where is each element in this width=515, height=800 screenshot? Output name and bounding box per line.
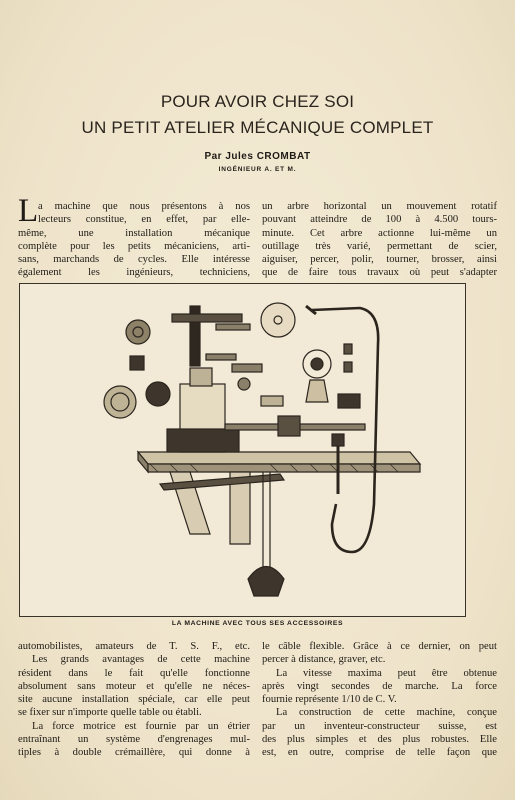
text-line: se fixer sur n'importe quelle table ou établi. [18,707,202,719]
text-line: minute. Cet arbre actionne lui-même un [262,227,497,239]
text-line: sans, marchands de cycles. Elle intéresse [18,254,250,266]
article-title-line-1: POUR AVOIR CHEZ SOI [160,92,355,111]
text-line: également les ingénieurs, techniciens, [18,267,250,279]
text-line: aiguiser, percer, polir, tourner, brosser, ainsi [262,254,497,266]
text-line: est, en outre, comprise de telle façon que [262,747,497,759]
article-title-line-2: UN PETIT ATELIER MÉCANIQUE COMPLET [81,118,434,137]
machine-drawing [20,284,465,616]
text-column-top-left [18,200,250,280]
drop-cap: L [18,193,39,229]
text-line: tiples à double crémaillère, qui donne à [18,747,250,759]
text-line: entraînant un système d'engrenages mul- [18,734,250,746]
article-byline: Par Jules CROMBAT [204,151,311,162]
text-line: a machine que nous présentons à nos [38,201,250,212]
text-column-bottom-right [262,640,497,760]
text-line: même, une installation mécanique [18,227,250,239]
text-line: absolument sans moteur et qu'elle ne néces- [18,680,250,692]
text-line: que de faire tous travaux où peut s'adapter [262,267,497,279]
text-line: La vitesse maxima peut être obtenue [276,667,497,679]
text-line: percer à distance, graver, etc. [262,654,386,666]
text-line: un arbre horizontal un mouvement rotatif [262,201,497,212]
text-line: le câble flexible. Grâce à ce dernier, on peut [262,641,497,652]
text-line: La construction de cette machine, conçue [276,707,497,719]
figure-caption: LA MACHINE AVEC TOUS SES ACCESSOIRES [171,620,344,627]
text-line: après vingt secondes de marche. La force [262,680,497,692]
text-line: Les grands avantages de cette machine [32,654,250,666]
text-line: site aucune installation spéciale, car elle peut [18,694,250,706]
text-line: La force motrice est fournie par un étrier [32,720,250,732]
text-line: fournie représente 1/10 de C. V. [262,694,397,706]
text-line: automobilistes, amateurs de T. S. F., etc. [18,641,250,652]
machine-illustration [19,283,466,617]
text-line: pouvant atteindre de 100 à 4.500 tours- [262,214,497,226]
text-line: complète pour les petits mécaniciens, arti- [18,240,250,252]
author-role: INGÉNIEUR A. ET M. [218,166,297,173]
text-line: outillage très varié, permettant de scier, [262,240,497,252]
text-line: résident dans le fait qu'elle fonctionne [18,667,250,679]
text-column-top-right [262,200,497,280]
text-column-bottom-left [18,640,250,760]
text-line: par un inventeur-constructeur suisse, est [262,720,497,732]
text-line: des plus simples et des plus robustes. Elle [262,734,497,746]
text-line: lecteurs constitue, en effet, par elle- [38,214,250,226]
